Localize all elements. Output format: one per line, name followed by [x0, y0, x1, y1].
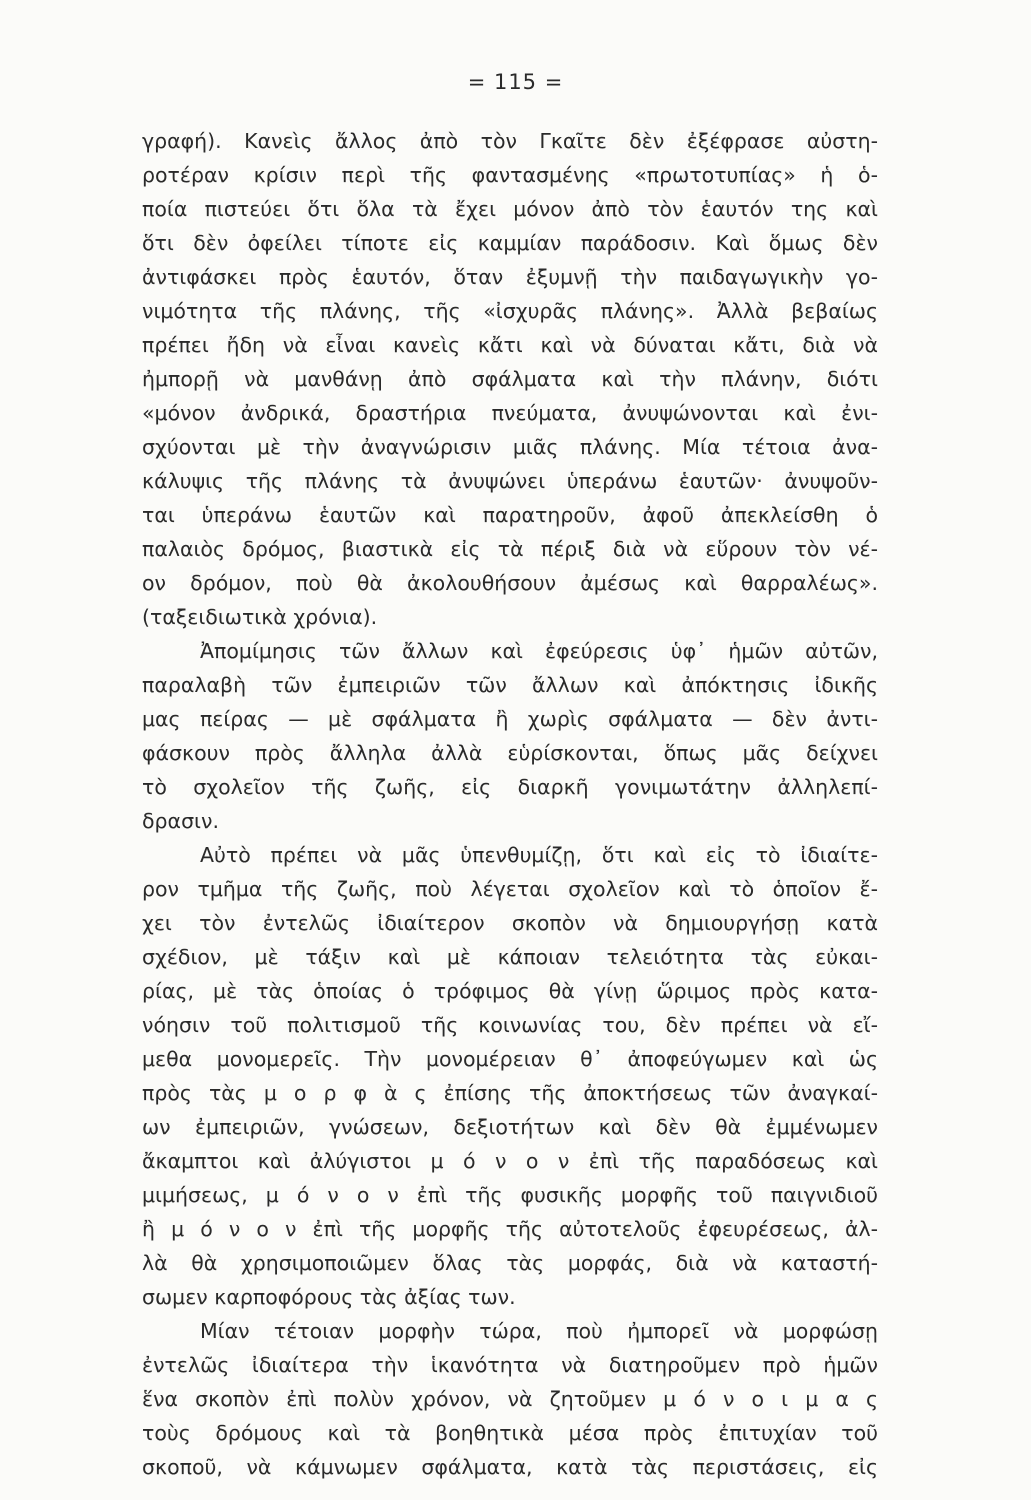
text-line: παλαιὸς δρόμος, βιαστικὰ εἰς τὰ πέριξ διὰ νὰ εὕρουν τὸν νέ-	[142, 537, 878, 561]
text-line: Αὐτὸ πρέπει νὰ μᾶς ὑπενθυμίζῃ, ὅτι καὶ εἰς τὸ ἰδιαίτε-	[200, 843, 878, 867]
text-line: σωμεν καρποφόρους τὰς ἀξίας των.	[142, 1285, 516, 1309]
text-line: σχέδιον, μὲ τάξιν καὶ μὲ κάποιαν τελειότητα τὰς εὐκαι-	[142, 945, 878, 969]
text-line: τὸ σχολεῖον τῆς ζωῆς, εἰς διαρκῆ γονιμωτάτην ἀλληλεπί-	[142, 775, 878, 799]
text-line: ἢ μ ό ν ο ν ἐπὶ τῆς μορφῆς τῆς αὐτοτελοῦς ἐφευρέσεως, ἀλ-	[142, 1217, 878, 1241]
text-line: χει τὸν ἐντελῶς ἰδιαίτερον σκοπὸν νὰ δημιουργήσῃ κατὰ	[142, 911, 878, 935]
body-text	[142, 124, 878, 1484]
text-line: ον δρόμον, ποὺ θὰ ἀκολουθήσουν ἀμέσως καὶ θαρραλέως».	[142, 571, 878, 595]
text-line: «μόνον ἀνδρικά, δραστήρια πνεύματα, ἀνυψώνονται καὶ ἐνι-	[142, 401, 878, 425]
text-line: ἄκαμπτοι καὶ ἀλύγιστοι μ ό ν ο ν ἐπὶ τῆς παραδόσεως καὶ	[142, 1149, 878, 1173]
text-line: ἀντιφάσκει πρὸς ἑαυτόν, ὅταν ἐξυμνῇ τὴν παιδαγωγικὴν γο-	[142, 265, 878, 289]
text-line: τοὺς δρόμους καὶ τὰ βοηθητικὰ μέσα πρὸς ἐπιτυχίαν τοῦ	[142, 1421, 878, 1445]
text-line: ων ἐμπειριῶν, γνώσεων, δεξιοτήτων καὶ δὲν θὰ ἐμμένωμεν	[142, 1115, 878, 1139]
text-line: πρέπει ἤδη νὰ εἶναι κανεὶς κἄτι καὶ νὰ δύναται κἄτι, διὰ νὰ	[142, 333, 878, 357]
text-line: Ἀπομίμησις τῶν ἄλλων καὶ ἐφεύρεσις ὑφ᾽ ἡμῶν αὐτῶν,	[200, 639, 878, 663]
text-line: νιμότητα τῆς πλάνης, τῆς «ἰσχυρᾶς πλάνης». Ἀλλὰ βεβαίως	[142, 299, 878, 323]
text-line: φάσκουν πρὸς ἄλληλα ἀλλὰ εὑρίσκονται, ὅπως μᾶς δείχνει	[142, 741, 878, 765]
text-line: ἠμπορῇ νὰ μανθάνῃ ἀπὸ σφάλματα καὶ τὴν πλάνην, διότι	[142, 367, 878, 391]
text-line: ἐντελῶς ἰδιαίτερα τὴν ἱκανότητα νὰ διατηροῦμεν πρὸ ἡμῶν	[142, 1353, 878, 1377]
text-line: ται ὑπεράνω ἑαυτῶν καὶ παρατηροῦν, ἀφοῦ ἀπεκλείσθη ὁ	[142, 503, 878, 527]
text-line: ὅτι δὲν ὀφείλει τίποτε εἰς καμμίαν παράδοσιν. Καὶ ὅμως δὲν	[142, 231, 878, 255]
text-line: μεθα μονομερεῖς. Τὴν μονομέρειαν θ᾽ ἀποφεύγωμεν καὶ ὡς	[142, 1047, 878, 1071]
text-line: κάλυψις τῆς πλάνης τὰ ἀνυψώνει ὑπεράνω ἑαυτῶν· ἀνυψοῦν-	[142, 469, 878, 493]
text-line: μιμήσεως, μ ό ν ο ν ἐπὶ τῆς φυσικῆς μορφῆς τοῦ παιγνιδιοῦ	[142, 1183, 878, 1207]
text-line: σκοποῦ, νὰ κάμνωμεν σφάλματα, κατὰ τὰς περιστάσεις, εἰς	[142, 1455, 878, 1479]
text-line: παραλαβὴ τῶν ἐμπειριῶν τῶν ἄλλων καὶ ἀπόκτησις ἰδικῆς	[142, 673, 878, 697]
text-line: ροτέραν κρίσιν περὶ τῆς φαντασμένης «πρωτοτυπίας» ἡ ὁ-	[142, 163, 878, 187]
text-line: ποία πιστεύει ὅτι ὅλα τὰ ἔχει μόνον ἀπὸ τὸν ἑαυτόν της καὶ	[142, 197, 878, 221]
text-line: δρασιν.	[142, 809, 219, 833]
text-line: νόησιν τοῦ πολιτισμοῦ τῆς κοινωνίας του, δὲν πρέπει νὰ εἴ-	[142, 1013, 878, 1037]
text-line: μας πείρας — μὲ σφάλματα ἢ χωρὶς σφάλματα — δὲν ἀντι-	[142, 707, 878, 731]
text-line: (ταξειδιωτικὰ χρόνια).	[142, 605, 378, 629]
text-line: ρον τμῆμα τῆς ζωῆς, ποὺ λέγεται σχολεῖον καὶ τὸ ὁποῖον ἔ-	[142, 877, 878, 901]
text-line: πρὸς τὰς μ ο ρ φ ὰ ς ἐπίσης τῆς ἀποκτήσεως τῶν ἀναγκαί-	[142, 1081, 878, 1105]
page-number: = 115 =	[467, 70, 564, 94]
text-line: σχύονται μὲ τὴν ἀναγνώρισιν μιᾶς πλάνης. Μία τέτοια ἀνα-	[142, 435, 878, 459]
text-line: ρίας, μὲ τὰς ὁποίας ὁ τρόφιμος θὰ γίνῃ ὥριμος πρὸς κατα-	[142, 979, 878, 1003]
text-line: γραφή). Κανεὶς ἄλλος ἀπὸ τὸν Γκαῖτε δὲν ἐξέφρασε αὐστη-	[142, 129, 878, 153]
text-line: ἕνα σκοπὸν ἐπὶ πολὺν χρόνον, νὰ ζητοῦμεν μ ό ν ο ι μ α ς	[142, 1387, 878, 1411]
text-line: λὰ θὰ χρησιμοποιῶμεν ὅλας τὰς μορφάς, διὰ νὰ καταστή-	[142, 1251, 878, 1275]
text-line: Μίαν τέτοιαν μορφὴν τώρα, ποὺ ἠμπορεῖ νὰ μορφώσῃ	[200, 1319, 878, 1343]
